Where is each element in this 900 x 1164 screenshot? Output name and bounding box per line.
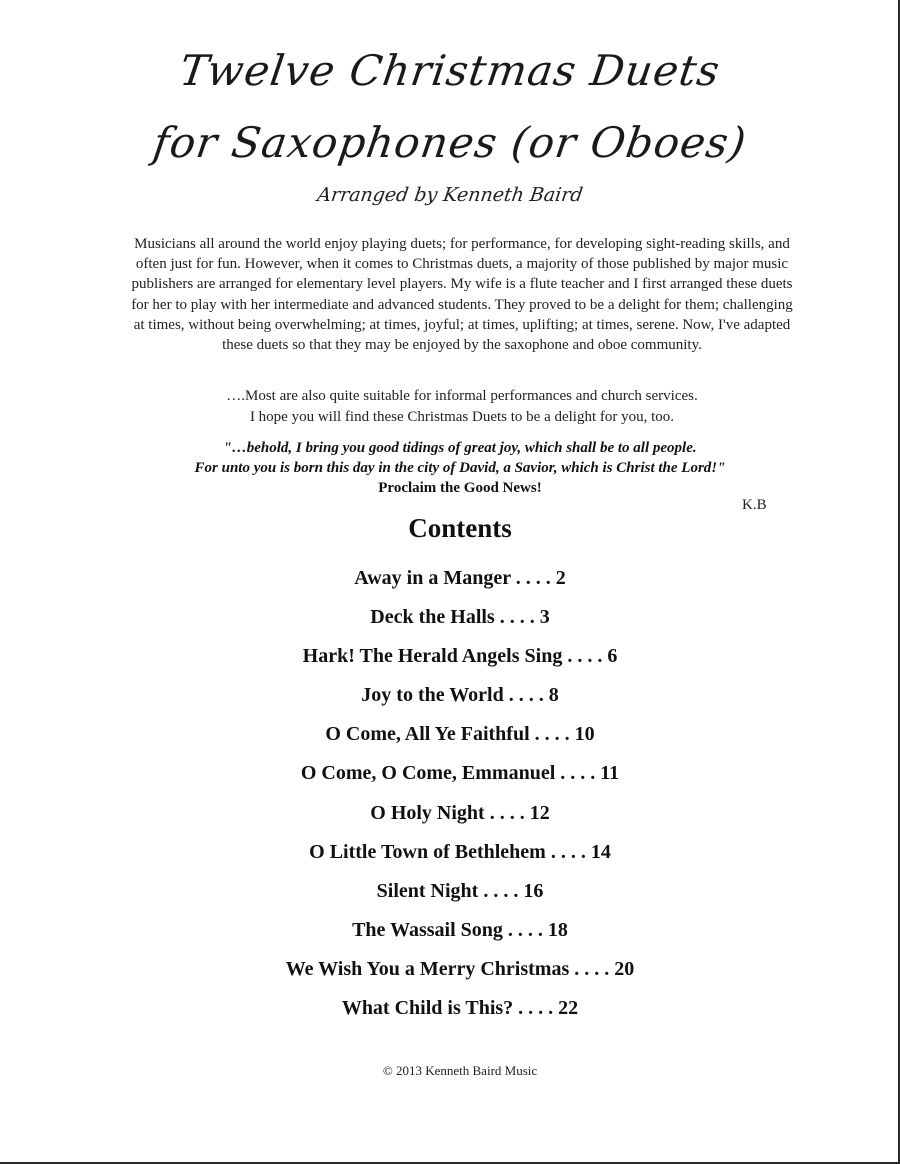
- scripture-quote: [100, 438, 820, 498]
- proclaim-line: Proclaim the Good News!: [378, 480, 542, 496]
- toc-item: We Wish You a Merry Christmas . . . . 20: [285, 957, 635, 980]
- contents-heading: Contents: [408, 513, 512, 543]
- intro-closing-line-2: I hope you will find these Christmas Duets to be a delight for you, too.: [249, 408, 675, 425]
- author-initials: K.B: [742, 497, 767, 513]
- arranger-byline: Arranged by Kenneth Baird: [315, 184, 585, 206]
- intro-closing-line-1: ….Most are also quite suitable for informal performances and church services.: [226, 388, 698, 404]
- quote-line-2: For unto you is born this day in the city of David, a Savior, which is Christ the Lord!": [194, 460, 726, 476]
- toc-item: Deck the Halls . . . . 3: [370, 606, 550, 629]
- intro-closing: [128, 386, 796, 427]
- toc-item: What Child is This? . . . . 22: [341, 997, 579, 1020]
- toc-item: Hark! The Herald Angels Sing . . . . 6: [302, 645, 618, 668]
- toc-item: O Little Town of Bethlehem . . . . 14: [309, 840, 611, 863]
- title-line-2: for Saxophones (or Oboes): [150, 118, 750, 167]
- toc-item: O Come, All Ye Faithful . . . . 10: [325, 723, 595, 746]
- toc-item: Joy to the World . . . . 8: [361, 684, 559, 707]
- table-of-contents: [0, 562, 900, 1031]
- intro-paragraph: Musicians all around the world enjoy playing duets; for performance, for developing sight-reading skills, and often just for fun. However, when it comes to Christmas duets, a majority of those published by major music publishers are arranged for elementary level players. My wife is a flute teacher and I first arranged these duets for her to play with her intermediate and advanced students. They proved to be a delight for them; challenging at times, without being overwhelming; at times, joyful; at times, uplifting; at times, serene. Now, I've adapted these duets so that they may be enjoyed by the saxophone and oboe community.: [131, 236, 793, 354]
- title-line-1: Twelve Christmas Duets: [176, 46, 724, 95]
- toc-item: The Wassail Song . . . . 18: [352, 918, 568, 941]
- quote-line-1: "…behold, I bring you good tidings of great joy, which shall be to all people.: [223, 440, 697, 456]
- toc-item: O Come, O Come, Emmanuel . . . . 11: [300, 762, 620, 785]
- toc-item: O Holy Night . . . . 12: [370, 801, 550, 824]
- toc-item: Away in a Manger . . . . 2: [354, 567, 566, 589]
- copyright-notice: © 2013 Kenneth Baird Music: [382, 1063, 538, 1078]
- toc-item: Silent Night . . . . 16: [376, 879, 544, 902]
